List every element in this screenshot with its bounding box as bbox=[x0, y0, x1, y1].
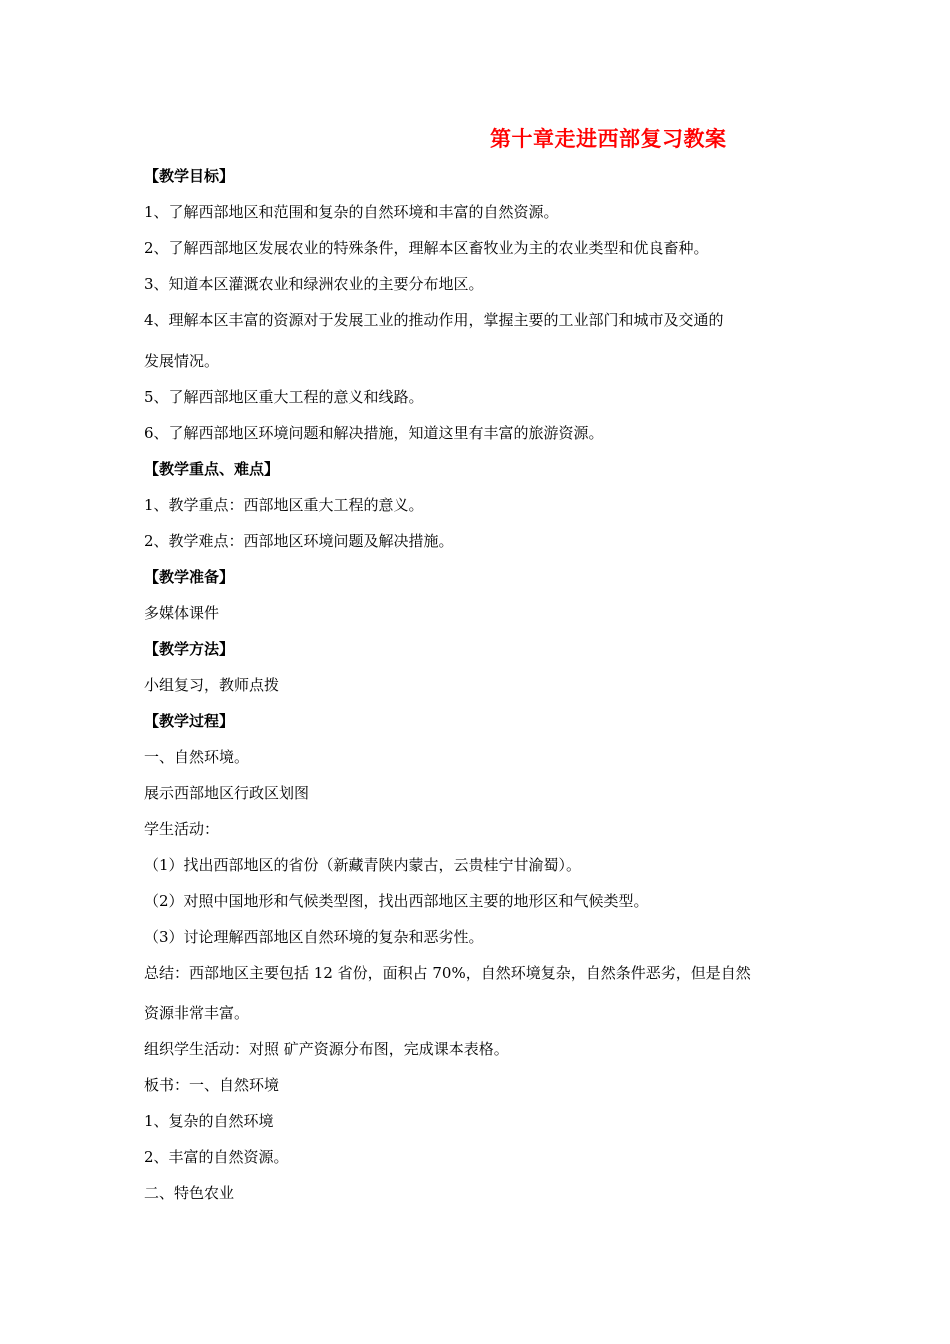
paragraph: 2、丰富的自然资源。 bbox=[144, 1148, 289, 1166]
paragraph: （2）对照中国地形和气候类型图，找出西部地区主要的地形区和气候类型。 bbox=[144, 892, 649, 910]
paragraph: 4、理解本区丰富的资源对于发展工业的推动作用，掌握主要的工业部门和城市及交通的 bbox=[144, 311, 724, 329]
section-heading-method: 【教学方法】 bbox=[144, 640, 235, 658]
paragraph: 资源非常丰富。 bbox=[144, 1004, 250, 1022]
section-heading-objectives: 【教学目标】 bbox=[144, 167, 235, 185]
paragraph: 发展情况。 bbox=[144, 352, 220, 370]
section-heading-preparation: 【教学准备】 bbox=[144, 568, 235, 586]
paragraph: 小组复习，教师点拨 bbox=[144, 676, 280, 694]
paragraph: 1、复杂的自然环境 bbox=[144, 1112, 274, 1130]
paragraph: 5、了解西部地区重大工程的意义和线路。 bbox=[144, 388, 424, 406]
section-heading-process: 【教学过程】 bbox=[144, 712, 235, 730]
section-heading-key-points: 【教学重点、难点】 bbox=[144, 460, 280, 478]
paragraph: 2、了解西部地区发展农业的特殊条件，理解本区畜牧业为主的农业类型和优良畜种。 bbox=[144, 239, 709, 257]
paragraph: 一、自然环境。 bbox=[144, 748, 250, 766]
document-title: 第十章走进西部复习教案 bbox=[490, 127, 727, 151]
paragraph: 板书：一、自然环境 bbox=[144, 1076, 280, 1094]
paragraph: （3）讨论理解西部地区自然环境的复杂和恶劣性。 bbox=[144, 928, 484, 946]
paragraph: 展示西部地区行政区划图 bbox=[144, 784, 310, 802]
paragraph: 总结：西部地区主要包括 12 省份，面积占 70%，自然环境复杂，自然条件恶劣，但是自然 bbox=[144, 964, 751, 982]
paragraph: 组织学生活动：对照 矿产资源分布图，完成课本表格。 bbox=[144, 1040, 509, 1058]
paragraph: 二、特色农业 bbox=[144, 1184, 235, 1202]
paragraph: 学生活动： bbox=[144, 820, 220, 838]
paragraph: 6、了解西部地区环境问题和解决措施，知道这里有丰富的旅游资源。 bbox=[144, 424, 604, 442]
paragraph: （1）找出西部地区的省份（新藏青陕内蒙古，云贵桂宁甘渝蜀）。 bbox=[144, 856, 582, 874]
paragraph: 1、了解西部地区和范围和复杂的自然环境和丰富的自然资源。 bbox=[144, 203, 559, 221]
paragraph: 1、教学重点：西部地区重大工程的意义。 bbox=[144, 496, 424, 514]
paragraph: 3、知道本区灌溉农业和绿洲农业的主要分布地区。 bbox=[144, 275, 484, 293]
paragraph: 多媒体课件 bbox=[144, 604, 220, 622]
paragraph: 2、教学难点：西部地区环境问题及解决措施。 bbox=[144, 532, 454, 550]
